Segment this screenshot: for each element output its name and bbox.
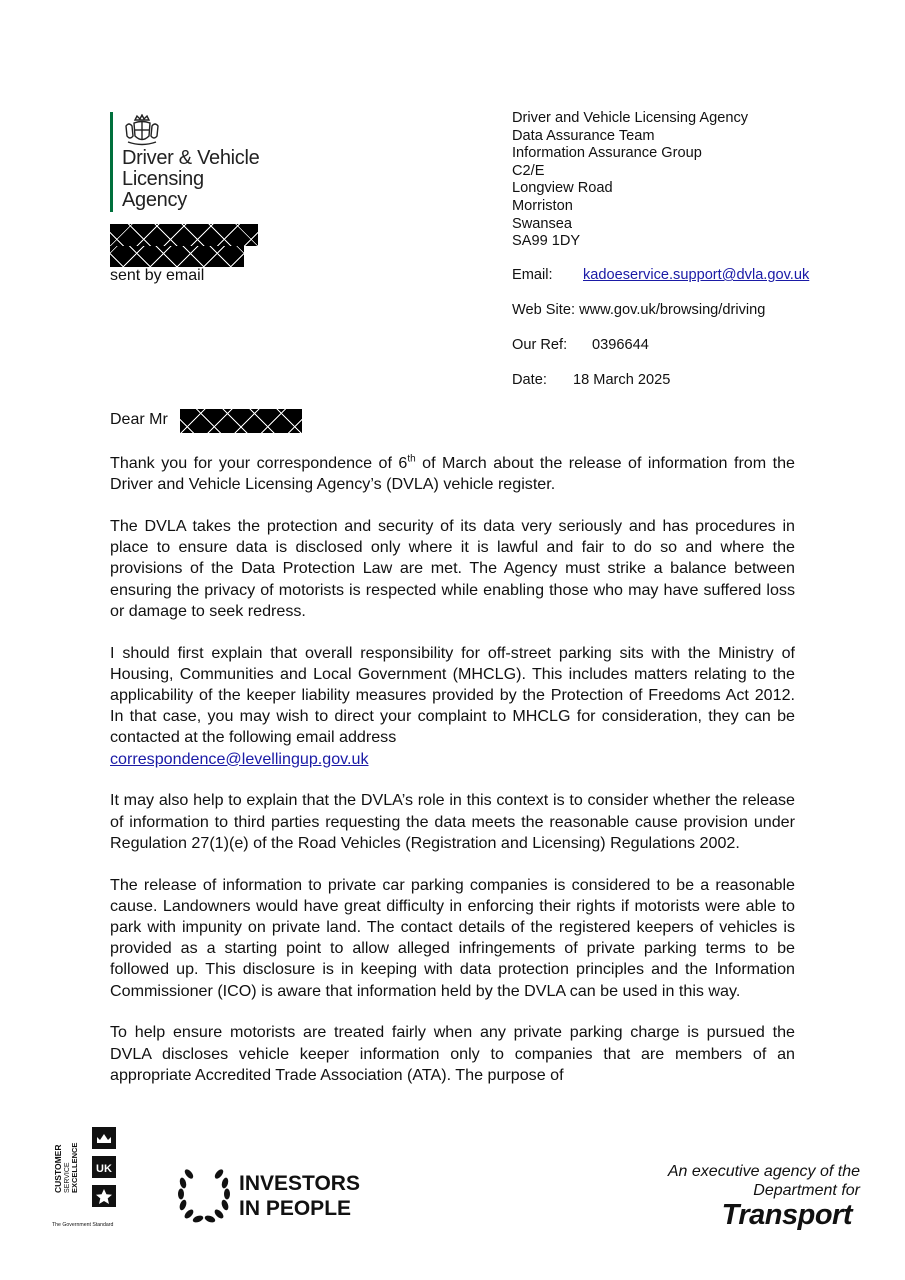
redacted-recipient-name <box>110 224 258 246</box>
iip-line: IN PEOPLE <box>239 1197 352 1220</box>
paragraph: The release of information to private car parking companies is considered to be a reasonable cause. Landowners would have great difficulty in enforcing their rights if motorists were able to park with impunity on private land. The contact details of the registered keepers of vehicles is provided as a starting point to allow alleged infringements of private parking terms to be followed up. This disclosure is in keeping with data protection principles and the Information Commissioner (ICO) is aware that information held by the DVLA can be used in this way. <box>110 875 795 1000</box>
paragraph <box>110 453 795 495</box>
cse-line: SERVICE <box>64 1162 71 1193</box>
date-row <box>512 372 670 388</box>
email-row <box>512 267 809 283</box>
website-row <box>512 302 765 318</box>
date-label: Date: <box>512 372 547 388</box>
logo-accent-bar <box>110 112 113 212</box>
date-value: 18 March 2025 <box>573 372 671 388</box>
paragraph: The DVLA takes the protection and security of its data very seriously and has procedures in place to ensure data is disclosed only where it is lawful and fair to do so and where the provisions of the Data Protection Law are met. The Agency must strike a balance between ensuring the privacy of motorists is respected while enabling those who may have suffered loss or damage to seek redress. <box>110 517 795 620</box>
website-label: Web Site: <box>512 302 575 318</box>
redacted-recipient-address <box>110 246 244 267</box>
investors-in-people-logo <box>175 1162 365 1224</box>
address-line: Data Assurance Team <box>512 127 655 144</box>
dft-wordmark: Transport <box>721 1199 852 1231</box>
logo-wordmark <box>122 148 259 211</box>
dvla-logo <box>110 108 280 218</box>
logo-line: Agency <box>122 189 187 211</box>
redacted-surname <box>180 409 302 433</box>
letter-body <box>110 453 795 1107</box>
address-line: SA99 1DY <box>512 233 581 250</box>
address-line: Swansea <box>512 215 573 232</box>
address-line: Information Assurance Group <box>512 145 702 162</box>
customer-service-excellence-logo <box>52 1125 122 1230</box>
royal-crest-icon <box>122 114 162 148</box>
address-line: C2/E <box>512 162 545 179</box>
laurel-wreath-icon <box>175 1162 365 1224</box>
reference-row <box>512 337 649 353</box>
dft-line: An executive agency of the <box>667 1163 860 1180</box>
reference-value: 0396644 <box>592 337 649 353</box>
paragraph-text: Thank you for your correspondence of 6 <box>110 454 408 472</box>
email-label: Email: <box>512 267 553 283</box>
ordinal-suffix: th <box>407 453 416 465</box>
website-value: www.gov.uk/browsing/driving <box>579 302 766 318</box>
address-line: Morriston <box>512 197 573 214</box>
cse-uk-label: UK <box>96 1163 112 1175</box>
reference-label: Our Ref: <box>512 337 568 353</box>
paragraph: It may also help to explain that the DVLA’s role in this context is to consider whether the release of information to third parties requesting the data meets the reasonable cause provision under Regulation 27(1)(e) of the Road Vehicles (Registration and Licensing) Regulations 2002. <box>110 791 795 852</box>
mhclg-email-link[interactable]: correspondence@levellingup.gov.uk <box>110 749 369 768</box>
salutation-text: Dear Mr <box>110 411 168 428</box>
department-for-transport-mark <box>630 1162 860 1234</box>
cse-caption: The Government Standard <box>52 1222 114 1228</box>
sender-address <box>512 110 748 251</box>
dft-line: Department for <box>753 1182 860 1199</box>
iip-line: INVESTORS <box>239 1172 360 1195</box>
paragraph: To help ensure motorists are treated fairly when any private parking charge is pursued the DVLA discloses vehicle keeper information only to companies that are members of an appropriate Accredited Trade Association (ATA). The purpose of <box>110 1023 795 1084</box>
address-line: Driver and Vehicle Licensing Agency <box>512 110 749 126</box>
logo-line: Driver & Vehicle <box>122 147 260 169</box>
sent-by-email-note: sent by email <box>110 267 205 284</box>
logo-line: Licensing <box>122 168 204 190</box>
paragraph <box>110 643 795 770</box>
paragraph-text: I should first explain that overall responsibility for off-street parking sits with the Ministry of Housing, Communities and Local Government (MHCLG). This includes matters relating to the applicability of the keeper liability measures provided by the Protection of Freedoms Act 2012. In that case, you may wish to direct your complaint to MHCLG for consideration, they can be contacted at the following email address <box>110 643 795 747</box>
salutation <box>110 411 168 429</box>
cse-line: CUSTOMER <box>53 1144 63 1193</box>
paragraph-text: of March about the release of information from the Driver and Vehicle Licensing Agency’s (DVLA) vehicle register. <box>110 454 795 494</box>
cse-badge-icon <box>52 1125 122 1230</box>
email-link[interactable]: kadoeservice.support@dvla.gov.uk <box>583 267 810 283</box>
address-line: Longview Road <box>512 180 613 197</box>
cse-line: EXCELLENCE <box>70 1142 79 1193</box>
